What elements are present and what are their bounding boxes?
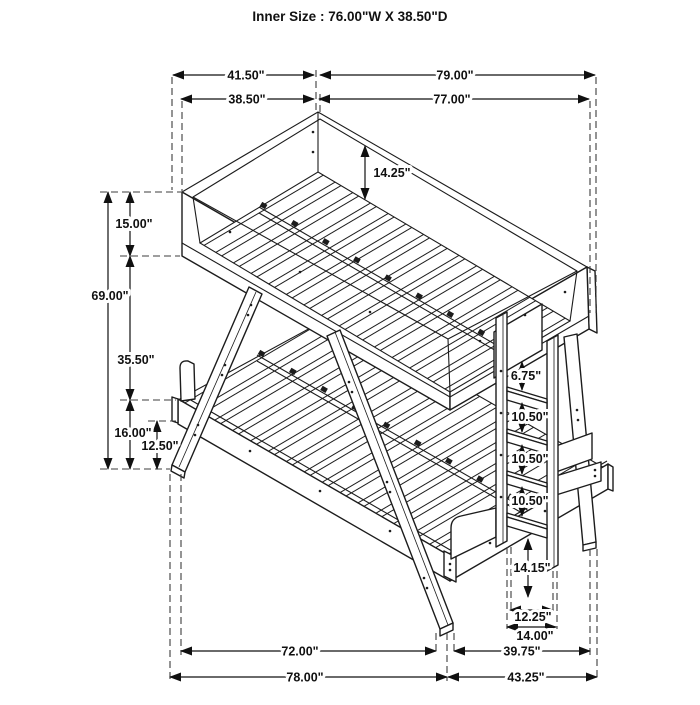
dim-label-lower-rail-top: 16.00" <box>114 426 152 440</box>
lower-guard-left-end <box>180 361 195 401</box>
dim-label-bunk-gap: 35.50" <box>117 353 155 367</box>
lower-bunk-left-end <box>172 397 178 423</box>
dim-label-overall-depth: 43.25" <box>507 670 545 685</box>
dim-label-lower-span: 72.00" <box>281 644 319 659</box>
dim-label-lower-rail-bottom: 12.50" <box>141 439 179 453</box>
dim-label-rung-gap-1: 10.50" <box>511 410 549 424</box>
ladder-rung-1 <box>507 387 547 412</box>
lower-bunk-right-end <box>608 464 613 491</box>
diagram-title: Inner Size : 76.00"W X 38.50"D <box>252 9 448 24</box>
dim-label-ladder-inner-width: 12.25" <box>514 610 552 624</box>
dim-label-rail-height: 15.00" <box>115 217 153 231</box>
dim-label-inner-length: 77.00" <box>433 92 471 107</box>
dim-label-rung-gap-2: 10.50" <box>511 452 549 466</box>
dim-label-rung-gap-3: 10.50" <box>511 494 549 508</box>
dim-label-overall-length: 78.00" <box>286 670 324 685</box>
dim-label-rail-to-slats: 14.25" <box>373 166 411 180</box>
dim-label-ladder-top-gap: 6.75" <box>510 369 542 383</box>
dim-label-overall-height: 69.00" <box>91 289 129 303</box>
dim-label-end-span: 39.75" <box>503 644 541 659</box>
ladder-left-rail <box>496 312 507 547</box>
ladder-right-rail <box>547 335 558 571</box>
dim-label-inner-width: 38.50" <box>228 92 266 107</box>
dim-label-outer-width: 41.50" <box>227 68 265 83</box>
dim-label-outer-length: 79.00" <box>436 68 474 83</box>
dim-label-ladder-outer-width: 14.00" <box>516 629 554 643</box>
dim-label-ladder-clearance: 14.15" <box>513 561 551 575</box>
